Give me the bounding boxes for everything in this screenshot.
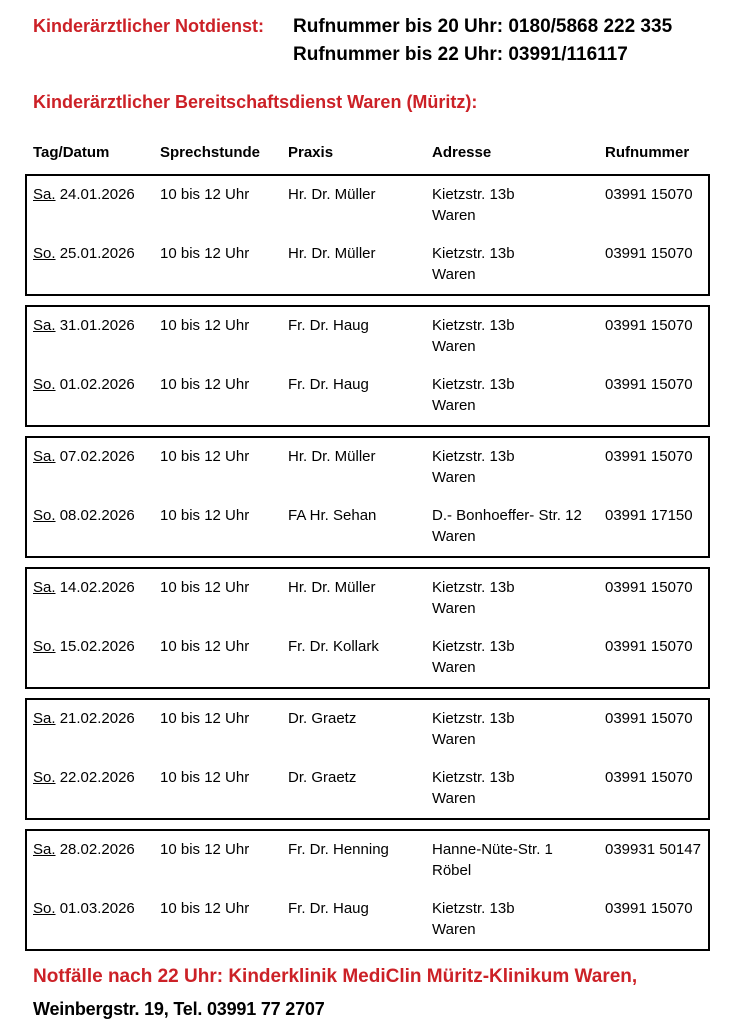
cell-phone: 03991 15070 [605, 448, 693, 465]
cell-address [432, 767, 605, 809]
cell-address [432, 315, 605, 357]
cell-praxis: Dr. Graetz [288, 710, 357, 727]
address-city: Waren [432, 207, 476, 224]
address-street: Kietzstr. 13b [432, 317, 515, 334]
notdienst-header [33, 13, 732, 69]
cell-day-date [33, 243, 160, 285]
col-header-tag-datum: Tag/Datum [33, 144, 110, 161]
address-city: Waren [432, 528, 476, 545]
table-row [33, 767, 708, 809]
cell-address [432, 374, 605, 416]
weekend-block-3 [25, 436, 710, 558]
cell-address [432, 243, 605, 285]
cell-hours: 10 bis 12 Uhr [160, 448, 250, 465]
cell-phone: 03991 15070 [605, 769, 693, 786]
footer-emergency-line: Notfälle nach 22 Uhr: Kinderklinik MediClin Müritz-Klinikum Waren, [33, 966, 638, 987]
phone-line-until-22: Rufnummer bis 22 Uhr: 03991/116117 [293, 44, 628, 65]
footer-address-line: Weinbergstr. 19, Tel. 03991 77 2707 [33, 999, 325, 1019]
cell-day-date [33, 374, 160, 416]
table-row [33, 374, 708, 416]
day-label: So. [33, 376, 56, 393]
phone-line-until-20: Rufnummer bis 20 Uhr: 0180/5868 222 335 [293, 16, 673, 37]
address-city: Waren [432, 731, 476, 748]
table-row [33, 505, 708, 547]
cell-day-date [33, 708, 160, 750]
cell-phone: 03991 17150 [605, 507, 693, 524]
cell-address [432, 898, 605, 940]
notdienst-title: Kinderärztlicher Notdienst: [33, 16, 265, 36]
table-header-row [33, 144, 710, 162]
cell-day-date [33, 898, 160, 940]
cell-praxis: Fr. Dr. Kollark [288, 638, 379, 655]
address-city: Waren [432, 659, 476, 676]
cell-day-date [33, 505, 160, 547]
notdienst-phone-numbers [293, 13, 672, 69]
address-city: Waren [432, 397, 476, 414]
date-label: 01.02.2026 [59, 376, 135, 393]
cell-praxis: Fr. Dr. Haug [288, 317, 369, 334]
address-street: D.- Bonhoeffer- Str. 12 [432, 507, 582, 524]
cell-praxis: Hr. Dr. Müller [288, 448, 376, 465]
weekend-block-2 [25, 305, 710, 427]
table-row [33, 315, 708, 357]
address-street: Kietzstr. 13b [432, 186, 515, 203]
date-label: 25.01.2026 [59, 245, 135, 262]
cell-hours: 10 bis 12 Uhr [160, 710, 250, 727]
address-street: Kietzstr. 13b [432, 638, 515, 655]
date-label: 24.01.2026 [59, 186, 135, 203]
cell-phone: 03991 15070 [605, 317, 693, 334]
address-city: Röbel [432, 862, 472, 879]
day-label: Sa. [33, 186, 56, 203]
cell-praxis: Fr. Dr. Henning [288, 841, 389, 858]
cell-hours: 10 bis 12 Uhr [160, 900, 250, 917]
cell-praxis: FA Hr. Sehan [288, 507, 377, 524]
cell-day-date [33, 839, 160, 881]
address-street: Kietzstr. 13b [432, 579, 515, 596]
cell-address [432, 708, 605, 750]
cell-phone: 03991 15070 [605, 900, 693, 917]
cell-address [432, 636, 605, 678]
cell-hours: 10 bis 12 Uhr [160, 579, 250, 596]
address-city: Waren [432, 921, 476, 938]
date-label: 08.02.2026 [59, 507, 135, 524]
day-label: So. [33, 245, 56, 262]
cell-hours: 10 bis 12 Uhr [160, 376, 250, 393]
cell-hours: 10 bis 12 Uhr [160, 769, 250, 786]
cell-day-date [33, 577, 160, 619]
cell-praxis: Fr. Dr. Haug [288, 900, 369, 917]
cell-day-date [33, 446, 160, 488]
cell-praxis: Hr. Dr. Müller [288, 579, 376, 596]
table-row [33, 708, 708, 750]
col-header-praxis: Praxis [288, 144, 334, 161]
cell-phone: 03991 15070 [605, 579, 693, 596]
day-label: Sa. [33, 841, 56, 858]
address-street: Kietzstr. 13b [432, 245, 515, 262]
date-label: 22.02.2026 [59, 769, 135, 786]
address-city: Waren [432, 469, 476, 486]
date-label: 31.01.2026 [59, 317, 135, 334]
day-label: Sa. [33, 317, 56, 334]
table-row [33, 243, 708, 285]
cell-phone: 039931 50147 [605, 841, 701, 858]
footer [33, 965, 732, 1020]
col-header-rufnummer: Rufnummer [605, 144, 690, 161]
address-street: Kietzstr. 13b [432, 448, 515, 465]
address-city: Waren [432, 338, 476, 355]
address-street: Kietzstr. 13b [432, 376, 515, 393]
day-label: Sa. [33, 710, 56, 727]
address-street: Hanne-Nüte-Str. 1 [432, 841, 553, 858]
cell-hours: 10 bis 12 Uhr [160, 638, 250, 655]
date-label: 15.02.2026 [59, 638, 135, 655]
cell-hours: 10 bis 12 Uhr [160, 317, 250, 334]
cell-phone: 03991 15070 [605, 376, 693, 393]
cell-hours: 10 bis 12 Uhr [160, 186, 250, 203]
day-label: So. [33, 900, 56, 917]
table-row [33, 839, 708, 881]
cell-phone: 03991 15070 [605, 710, 693, 727]
address-street: Kietzstr. 13b [432, 769, 515, 786]
cell-praxis: Dr. Graetz [288, 769, 357, 786]
col-header-adresse: Adresse [432, 144, 492, 161]
date-label: 01.03.2026 [59, 900, 135, 917]
date-label: 14.02.2026 [59, 579, 135, 596]
cell-day-date [33, 184, 160, 226]
cell-praxis: Fr. Dr. Haug [288, 376, 369, 393]
day-label: Sa. [33, 448, 56, 465]
cell-phone: 03991 15070 [605, 186, 693, 203]
address-street: Kietzstr. 13b [432, 900, 515, 917]
day-label: So. [33, 507, 56, 524]
weekend-block-1 [25, 174, 710, 296]
day-label: So. [33, 769, 56, 786]
table-row [33, 446, 708, 488]
cell-address [432, 577, 605, 619]
address-street: Kietzstr. 13b [432, 710, 515, 727]
cell-hours: 10 bis 12 Uhr [160, 245, 250, 262]
weekend-block-6 [25, 829, 710, 951]
cell-phone: 03991 15070 [605, 245, 693, 262]
bereitschaftsdienst-title: Kinderärztlicher Bereitschaftsdienst Waren (Müritz): [33, 92, 478, 112]
col-header-sprechstunde: Sprechstunde [160, 144, 261, 161]
day-label: So. [33, 638, 56, 655]
cell-address [432, 505, 605, 547]
cell-address [432, 184, 605, 226]
table-row [33, 636, 708, 678]
cell-phone: 03991 15070 [605, 638, 693, 655]
table-row [33, 898, 708, 940]
weekend-block-4 [25, 567, 710, 689]
cell-day-date [33, 636, 160, 678]
date-label: 21.02.2026 [59, 710, 135, 727]
date-label: 07.02.2026 [59, 448, 135, 465]
cell-day-date [33, 767, 160, 809]
cell-praxis: Hr. Dr. Müller [288, 245, 376, 262]
day-label: Sa. [33, 579, 56, 596]
date-label: 28.02.2026 [59, 841, 135, 858]
cell-hours: 10 bis 12 Uhr [160, 841, 250, 858]
weekend-block-5 [25, 698, 710, 820]
cell-address [432, 839, 605, 881]
cell-address [432, 446, 605, 488]
table-row [33, 577, 708, 619]
cell-praxis: Hr. Dr. Müller [288, 186, 376, 203]
table-row [33, 184, 708, 226]
cell-hours: 10 bis 12 Uhr [160, 507, 250, 524]
cell-day-date [33, 315, 160, 357]
address-city: Waren [432, 790, 476, 807]
address-city: Waren [432, 600, 476, 617]
address-city: Waren [432, 266, 476, 283]
